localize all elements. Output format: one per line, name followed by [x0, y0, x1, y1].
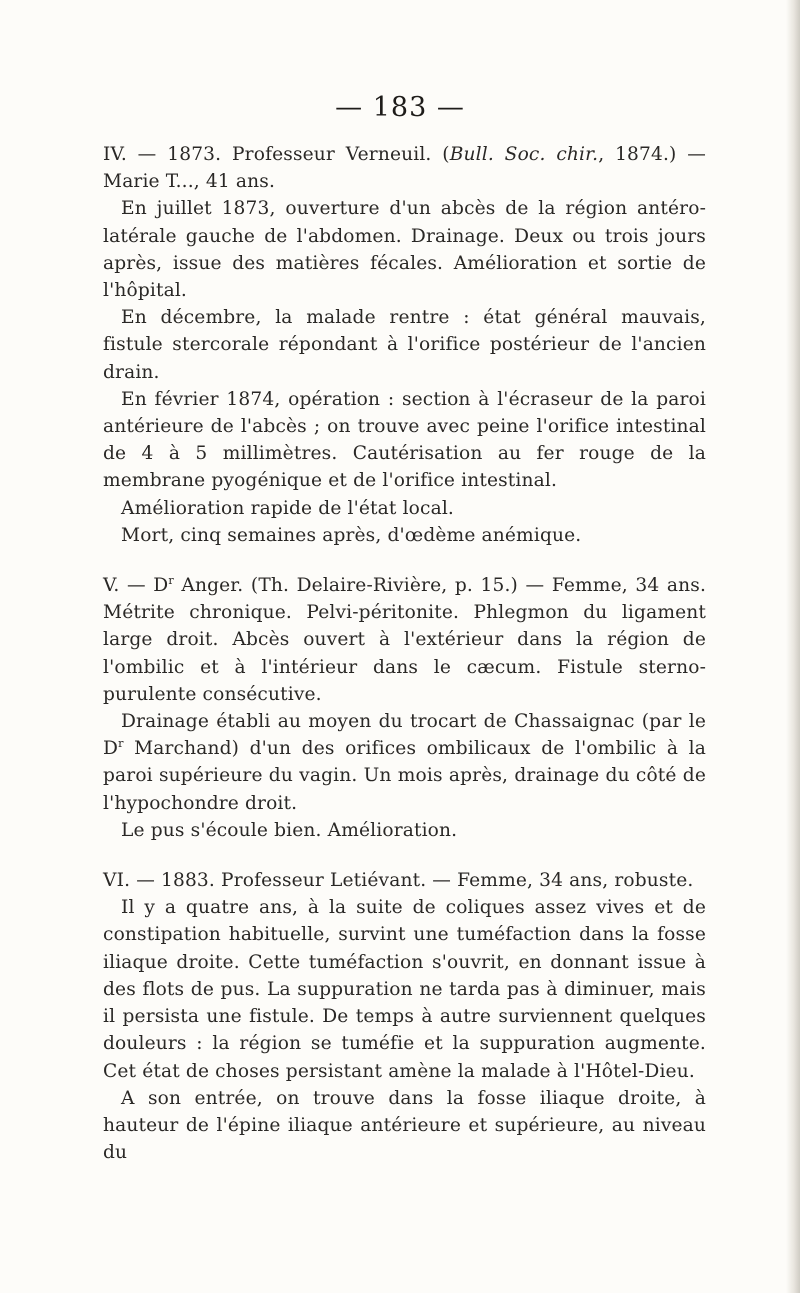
case-iv-paragraph: En décembre, la malade rentre : état général mauvais, fistule stercorale répondant à l'orifice postérieur de l'ancien drain. [103, 307, 706, 383]
case-vi-header: VI. — 1883. Professeur Letiévant. — Femme, 34 ans, robuste. [103, 870, 694, 892]
doctor-abbrev-sup: r [118, 737, 124, 751]
case-iv-header [103, 141, 706, 195]
case-v-paragraph-tail: Marchand) d'un des orifices ombilicaux de l'ombilic à la paroi supérieure du vagin. Un mois après, drainage du côté de l'hypochondre droit. [103, 738, 706, 814]
case-v [103, 572, 706, 844]
case-v-paragraph [103, 708, 706, 817]
case-iv-header-text: IV. — 1873. Professeur Verneuil. ( [103, 144, 450, 165]
case-iv-paragraph: Mort, cinq semaines après, d'œdème anémique. [121, 524, 582, 546]
case-v-header-tail: Anger. (Th. Delaire-Rivière, p. 15.) — Femme, 34 ans. Métrite chronique. Pelvi-péritonite. Phlegmon du ligament large droit. Abcès ouvert à l'extérieur dans la région de l'ombilic et à l'intérieur dans le cæcum. Fistule sterno-purulente consécutive. [103, 575, 707, 705]
case-iv-paragraph: En février 1874, opération : section à l'écraseur de la paroi antérieure de l'abcès ; on trouve avec peine l'orifice intestinal de 4 à 5 millimètres. Cautérisation au fer rouge de la membrane pyogénique et de l'orifice intestinal. [103, 388, 706, 492]
case-v-paragraph-text: Drainage établi au moyen du trocart de Chassaignac (par le D [103, 711, 706, 760]
case-iv-header-tail: , 1874.) — Marie T..., 41 ans. [103, 144, 707, 193]
page-number: — 183 — [335, 92, 465, 123]
case-iv-citation: Bull. Soc. chir. [449, 144, 599, 165]
case-iv [103, 141, 706, 549]
case-v-paragraph: Le pus s'écoule bien. Amélioration. [121, 819, 458, 841]
doctor-abbrev-sup: r [168, 573, 174, 587]
case-vi-paragraph: A son entrée, on trouve dans la fosse iliaque droite, à hauteur de l'épine iliaque antérieure et supérieure, au niveau du [103, 1087, 706, 1164]
case-iv-paragraph: En juillet 1873, ouverture d'un abcès de la région antéro-latérale gauche de l'abdomen. Drainage. Deux ou trois jours après, issue des matières fécales. Amélioration et sortie de l'hôpital. [103, 198, 706, 302]
page-edge-shadow [786, 0, 800, 1293]
case-iv-paragraph: Amélioration rapide de l'état local. [121, 497, 454, 519]
page-body [103, 141, 706, 1166]
case-vi [103, 867, 706, 1166]
case-v-header-text: V. — D [103, 575, 169, 597]
case-v-header [103, 572, 706, 708]
case-vi-paragraph: Il y a quatre ans, à la suite de coliques assez vives et de constipation habituelle, survint une tuméfaction dans la fosse iliaque droite. Cette tuméfaction s'ouvrit, en donnant issue à des flots de pus. La suppuration ne tarda pas à diminuer, mais il persista une fistule. De temps à autre surviennent quelques douleurs : la région se tuméfie et la suppuration augmente. Cet état de choses persistant amène la malade à l'Hôtel-Dieu. [103, 897, 706, 1082]
